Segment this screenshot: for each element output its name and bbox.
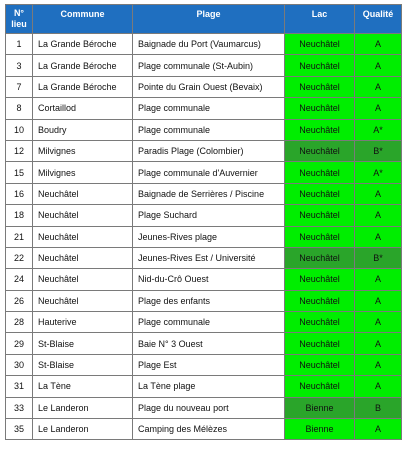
cell-qualite: A* [355,162,402,183]
table-row [6,119,402,140]
cell-plage: Pointe du Grain Ouest (Bevaix) [133,76,285,97]
cell-plage: La Tène plage [133,376,285,397]
cell-commune: La Grande Béroche [33,76,133,97]
cell-num-lieu: 1 [6,34,33,55]
cell-commune: Hauterive [33,312,133,333]
cell-num-lieu: 30 [6,354,33,375]
cell-commune: La Grande Béroche [33,55,133,76]
cell-num-lieu: 24 [6,269,33,290]
cell-qualite: A [355,55,402,76]
cell-qualite: A [355,205,402,226]
cell-qualite: A* [355,119,402,140]
cell-commune: Neuchâtel [33,205,133,226]
cell-qualite: B [355,397,402,418]
cell-num-lieu: 8 [6,98,33,119]
cell-commune: Neuchâtel [33,247,133,268]
cell-num-lieu: 15 [6,162,33,183]
cell-num-lieu: 10 [6,119,33,140]
table-body [6,34,402,440]
cell-plage: Baignade de Serrières / Piscine [133,183,285,204]
table-row [6,55,402,76]
cell-lac: Bienne [285,397,355,418]
table-row [6,312,402,333]
cell-plage: Camping des Mélèzes [133,419,285,440]
cell-qualite: A [355,98,402,119]
cell-plage: Plage communale [133,119,285,140]
cell-num-lieu: 26 [6,290,33,311]
cell-num-lieu: 31 [6,376,33,397]
cell-plage: Baignade du Port (Vaumarcus) [133,34,285,55]
table-row [6,333,402,354]
cell-lac: Neuchâtel [285,312,355,333]
cell-lac: Bienne [285,419,355,440]
table-row [6,34,402,55]
header-num-line2: lieu [11,19,27,29]
cell-num-lieu: 22 [6,247,33,268]
cell-commune: Le Landeron [33,397,133,418]
table-row [6,419,402,440]
cell-num-lieu: 35 [6,419,33,440]
cell-plage: Jeunes-Rives Est / Université [133,247,285,268]
cell-num-lieu: 28 [6,312,33,333]
cell-qualite: A [355,76,402,97]
cell-qualite: A [355,269,402,290]
cell-commune: Cortaillod [33,98,133,119]
cell-commune: Neuchâtel [33,269,133,290]
cell-num-lieu: 16 [6,183,33,204]
table-row [6,397,402,418]
cell-commune: La Tène [33,376,133,397]
cell-num-lieu: 29 [6,333,33,354]
cell-commune: St-Blaise [33,354,133,375]
cell-plage: Plage communale [133,98,285,119]
header-plage: Plage [133,5,285,34]
cell-qualite: A [355,183,402,204]
cell-plage: Nid-du-Crô Ouest [133,269,285,290]
table-row [6,162,402,183]
cell-qualite: A [355,376,402,397]
cell-lac: Neuchâtel [285,333,355,354]
header-commune: Commune [33,5,133,34]
cell-qualite: A [355,290,402,311]
cell-commune: St-Blaise [33,333,133,354]
cell-lac: Neuchâtel [285,55,355,76]
table-row [6,183,402,204]
table-header [6,5,402,34]
cell-lac: Neuchâtel [285,247,355,268]
cell-qualite: B* [355,247,402,268]
header-row [6,5,402,34]
header-qualite: Qualité [355,5,402,34]
cell-plage: Paradis Plage (Colombier) [133,140,285,161]
cell-commune: Milvignes [33,162,133,183]
cell-plage: Plage communale [133,312,285,333]
cell-plage: Plage communale d'Auvernier [133,162,285,183]
table-row [6,376,402,397]
water-quality-table-container [5,4,401,440]
cell-lac: Neuchâtel [285,269,355,290]
cell-lac: Neuchâtel [285,76,355,97]
cell-lac: Neuchâtel [285,140,355,161]
header-lac: Lac [285,5,355,34]
cell-lac: Neuchâtel [285,162,355,183]
cell-qualite: A [355,34,402,55]
cell-commune: Neuchâtel [33,183,133,204]
table-row [6,76,402,97]
cell-commune: Milvignes [33,140,133,161]
table-row [6,247,402,268]
cell-commune: Neuchâtel [33,290,133,311]
table-row [6,205,402,226]
cell-lac: Neuchâtel [285,183,355,204]
table-row [6,290,402,311]
cell-lac: Neuchâtel [285,205,355,226]
cell-plage: Plage du nouveau port [133,397,285,418]
cell-num-lieu: 18 [6,205,33,226]
cell-plage: Plage Est [133,354,285,375]
cell-qualite: A [355,333,402,354]
cell-plage: Jeunes-Rives plage [133,226,285,247]
table-row [6,98,402,119]
cell-lac: Neuchâtel [285,354,355,375]
cell-lac: Neuchâtel [285,376,355,397]
table-row [6,354,402,375]
cell-lac: Neuchâtel [285,98,355,119]
table-row [6,140,402,161]
cell-num-lieu: 12 [6,140,33,161]
cell-commune: La Grande Béroche [33,34,133,55]
cell-plage: Plage des enfants [133,290,285,311]
cell-plage: Baie N° 3 Ouest [133,333,285,354]
cell-qualite: A [355,354,402,375]
cell-qualite: A [355,226,402,247]
header-num-lieu [6,5,33,34]
table-row [6,226,402,247]
cell-lac: Neuchâtel [285,34,355,55]
cell-commune: Boudry [33,119,133,140]
cell-qualite: B* [355,140,402,161]
cell-qualite: A [355,312,402,333]
table-row [6,269,402,290]
water-quality-table [5,4,402,440]
cell-lac: Neuchâtel [285,290,355,311]
cell-qualite: A [355,419,402,440]
cell-num-lieu: 3 [6,55,33,76]
cell-num-lieu: 7 [6,76,33,97]
cell-lac: Neuchâtel [285,119,355,140]
header-num-line1: N° [13,8,25,18]
cell-commune: Le Landeron [33,419,133,440]
cell-num-lieu: 21 [6,226,33,247]
cell-num-lieu: 33 [6,397,33,418]
cell-plage: Plage communale (St-Aubin) [133,55,285,76]
cell-plage: Plage Suchard [133,205,285,226]
cell-commune: Neuchâtel [33,226,133,247]
cell-lac: Neuchâtel [285,226,355,247]
